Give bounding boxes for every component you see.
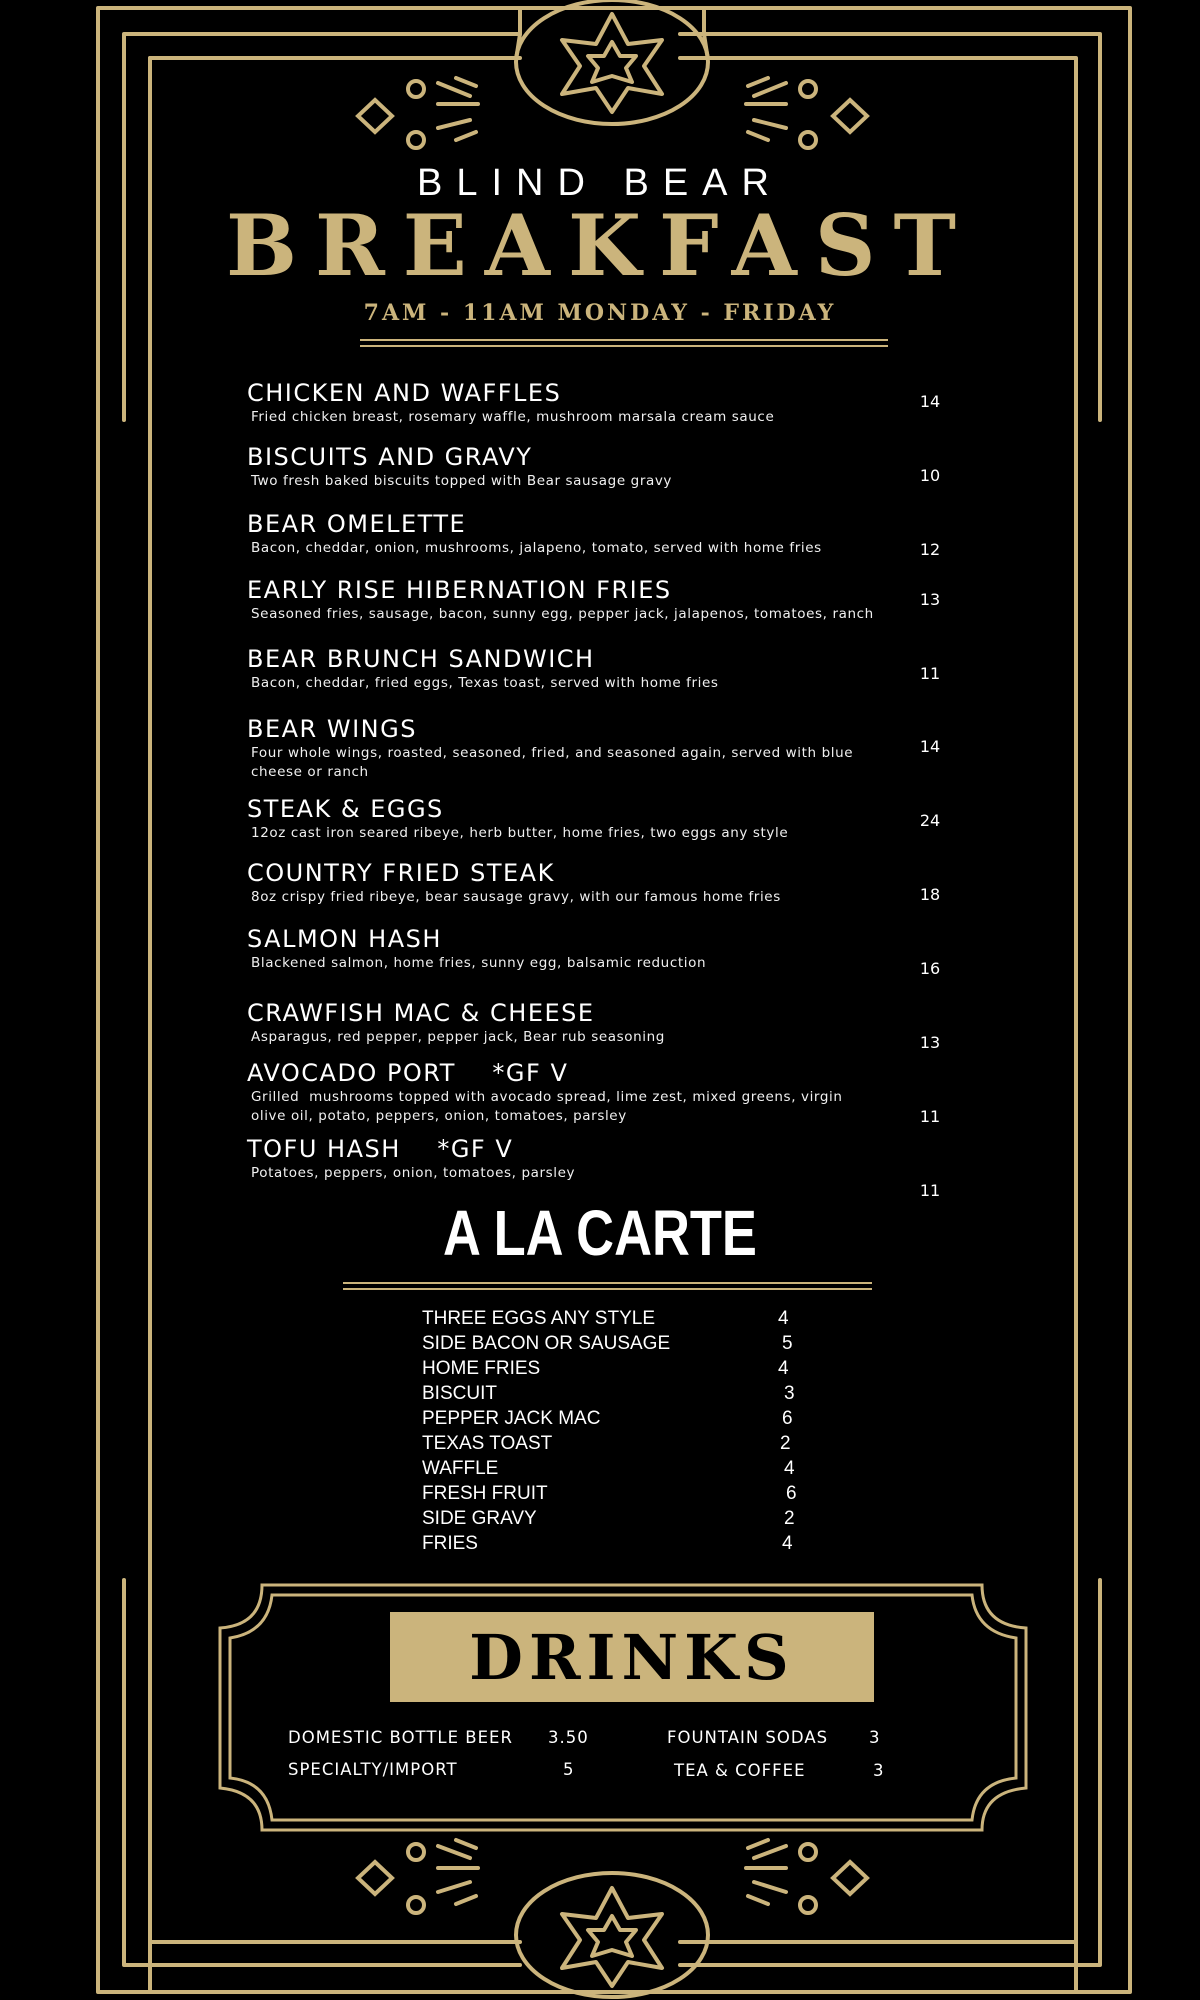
drink-price: 3.50 — [548, 1728, 589, 1747]
menu-item-price: 12 — [919, 540, 941, 559]
side-item-name: THREE EGGS ANY STYLE — [422, 1308, 656, 1329]
menu-item-description: Fried chicken breast, rosemary waffle, mushroom marsala cream sauce — [251, 408, 775, 425]
menu-item — [247, 1136, 887, 1183]
menu-item-name: COUNTRY FRIED STEAK — [247, 859, 555, 887]
side-item-price: 6 — [782, 1408, 793, 1429]
side-item-price: 2 — [784, 1508, 795, 1529]
menu-item-price: 18 — [919, 885, 941, 904]
drink-price: 3 — [873, 1761, 885, 1780]
side-item-name: FRIES — [422, 1533, 478, 1554]
menu-item-name: BISCUITS AND GRAVY — [247, 443, 533, 471]
drink-name: FOUNTAIN SODAS — [667, 1728, 829, 1747]
menu-item-name: SALMON HASH — [247, 925, 442, 953]
menu-item-name: BEAR BRUNCH SANDWICH — [247, 645, 595, 673]
side-item-price: 3 — [784, 1383, 795, 1404]
drink-name: SPECIALTY/IMPORT — [288, 1760, 458, 1779]
menu-item-name: STEAK & EGGS — [247, 795, 444, 823]
menu-item-name: CRAWFISH MAC & CHEESE — [247, 999, 595, 1027]
menu-item-description: Blackened salmon, home fries, sunny egg, balsamic reduction — [251, 954, 707, 971]
menu-item-price: 13 — [919, 590, 941, 609]
side-item-name: BISCUIT — [422, 1383, 497, 1404]
menu-item — [247, 577, 887, 624]
serving-hours: 7AM - 11AM MONDAY - FRIDAY — [363, 300, 837, 326]
menu-title: BREAKFAST — [225, 196, 975, 295]
menu-item-price: 11 — [919, 664, 941, 683]
side-item — [422, 1333, 802, 1358]
menu-item — [247, 1060, 847, 1127]
menu-item-name: TOFU HASH *GF V — [247, 1135, 514, 1163]
side-item — [422, 1458, 802, 1483]
menu-item — [247, 511, 887, 558]
menu-item — [247, 646, 887, 693]
side-item — [422, 1408, 802, 1433]
menu-item — [247, 716, 887, 783]
menu-item — [247, 444, 887, 491]
restaurant-name: BLIND BEAR — [417, 162, 783, 204]
side-item-name: TEXAS TOAST — [422, 1433, 553, 1454]
side-item-name: HOME FRIES — [422, 1358, 541, 1379]
side-item — [422, 1308, 802, 1333]
menu-item-description: 12oz cast iron seared ribeye, herb butter, home fries, two eggs any style — [251, 824, 789, 841]
menu-item-price: 14 — [919, 392, 941, 411]
menu-item-name: EARLY RISE HIBERNATION FRIES — [247, 576, 672, 604]
menu-item — [247, 796, 887, 843]
menu-item — [247, 926, 887, 973]
side-item-name: FRESH FRUIT — [422, 1483, 548, 1504]
side-item — [422, 1383, 802, 1408]
menu-item-name: CHICKEN AND WAFFLES — [247, 379, 562, 407]
drinks-title: DRINKS — [469, 1620, 795, 1694]
side-item-price: 6 — [786, 1483, 797, 1504]
side-item-name: SIDE GRAVY — [422, 1508, 537, 1529]
bottom-star-medallion — [516, 1873, 708, 1997]
side-item — [422, 1533, 802, 1558]
side-item-name: PEPPER JACK MAC — [422, 1408, 601, 1429]
menu-item-description: 8oz crispy fried ribeye, bear sausage gravy, with our famous home fries — [251, 888, 781, 905]
side-item-price: 4 — [784, 1458, 795, 1479]
menu-item-name: BEAR OMELETTE — [247, 510, 467, 538]
side-item-price: 4 — [778, 1358, 789, 1379]
menu-item-price: 11 — [919, 1107, 941, 1126]
side-item-price: 2 — [780, 1433, 791, 1454]
drink-name: DOMESTIC BOTTLE BEER — [288, 1728, 513, 1747]
menu-item-name: BEAR WINGS — [247, 715, 417, 743]
side-item-price: 4 — [782, 1533, 793, 1554]
menu-item-price: 11 — [919, 1181, 941, 1200]
menu-item-name: AVOCADO PORT *GF V — [247, 1059, 569, 1087]
drink-name: TEA & COFFEE — [674, 1761, 806, 1780]
side-item — [422, 1483, 802, 1508]
drink-price: 5 — [563, 1760, 575, 1779]
menu-item-description: Four whole wings, roasted, seasoned, fried, and seasoned again, served with blue cheese or ranch — [251, 744, 854, 781]
menu-item — [247, 860, 887, 907]
menu-item-price: 16 — [919, 959, 941, 978]
menu-item — [247, 1000, 887, 1047]
menu-item-description: Bacon, cheddar, fried eggs, Texas toast, served with home fries — [251, 674, 719, 691]
side-item-name: SIDE BACON OR SAUSAGE — [422, 1333, 671, 1354]
side-item — [422, 1508, 802, 1533]
menu-item — [247, 380, 887, 427]
menu-item-description: Two fresh baked biscuits topped with Bear sausage gravy — [251, 472, 673, 489]
a-la-carte-title: A LA CARTE — [443, 1197, 757, 1269]
side-item — [422, 1433, 802, 1458]
menu-item-description: Potatoes, peppers, onion, tomatoes, parsley — [251, 1164, 576, 1181]
menu-item-description: Bacon, cheddar, onion, mushrooms, jalapeno, tomato, served with home fries — [251, 539, 822, 556]
menu-item-price: 10 — [919, 466, 941, 485]
menu-item-price: 24 — [919, 811, 941, 830]
side-item-price: 5 — [782, 1333, 793, 1354]
menu-item-price: 14 — [919, 737, 941, 756]
menu-item-description: Grilled mushrooms topped with avocado spread, lime zest, mixed greens, virgin olive oil, potato, peppers, onion, tomatoes, parsley — [251, 1088, 848, 1125]
side-item-name: WAFFLE — [422, 1458, 499, 1479]
side-item-price: 4 — [778, 1308, 789, 1329]
top-star-medallion — [516, 0, 708, 124]
drinks-banner — [390, 1612, 874, 1702]
drink-price: 3 — [869, 1728, 881, 1747]
menu-item-description: Asparagus, red pepper, pepper jack, Bear rub seasoning — [251, 1028, 665, 1045]
menu-item-price: 13 — [919, 1033, 941, 1052]
menu-item-description: Seasoned fries, sausage, bacon, sunny egg, pepper jack, jalapenos, tomatoes, ranch — [251, 605, 874, 622]
side-item — [422, 1358, 802, 1383]
